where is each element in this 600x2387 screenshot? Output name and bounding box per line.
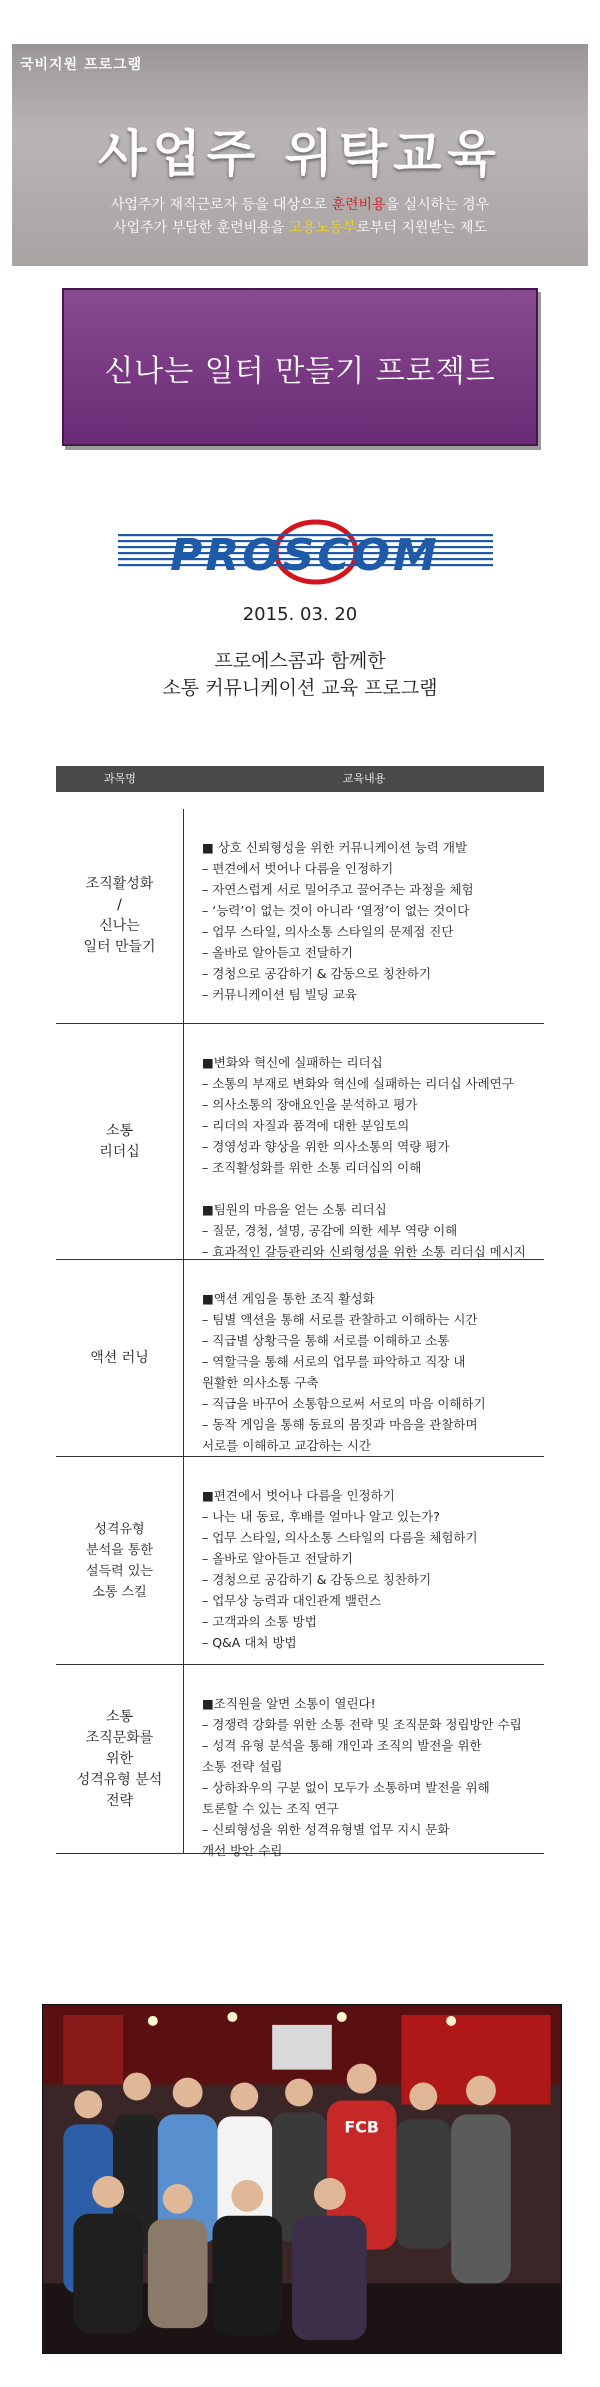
content-line: – 편견에서 벗어나 다름을 인정하기 bbox=[202, 861, 394, 876]
content-line: 개선 방안 수립 bbox=[202, 1843, 283, 1858]
content-line: 토론할 수 있는 조직 연구 bbox=[202, 1801, 339, 1816]
table-header bbox=[56, 766, 544, 792]
header-content: 교육내용 bbox=[342, 772, 386, 785]
content-line: ■ 상호 신뢰형성을 위한 커뮤니케이션 능력 개발 bbox=[202, 840, 468, 855]
content-line: – 경청으로 공감하기 & 감동으로 칭찬하기 bbox=[202, 966, 432, 981]
row-content bbox=[184, 1260, 544, 1456]
content-line: – 경쟁력 강화를 위한 소통 전략 및 조직문화 정립방안 수립 bbox=[202, 1717, 522, 1732]
banner-desc1-a: 사업주가 재직근로자 등을 대상으로 bbox=[110, 197, 332, 213]
row-content bbox=[184, 1024, 544, 1259]
content-line: ■편견에서 벗어나 다름을 인정하기 bbox=[202, 1488, 395, 1503]
content-line: ■팀원의 마음을 얻는 소통 리더십 bbox=[202, 1202, 387, 1217]
jersey-text: FCB bbox=[344, 2117, 379, 2137]
banner-desc1-highlight: 훈련비용 bbox=[331, 197, 386, 213]
content-line bbox=[202, 1178, 544, 1199]
row-category bbox=[56, 809, 184, 1023]
content-line: – 경영성과 향상을 위한 의사소통의 역량 평가 bbox=[202, 1139, 450, 1154]
program-title-box bbox=[62, 288, 538, 446]
content-line: – 소통의 부재로 변화와 혁신에 실패하는 리더십 사례연구 bbox=[202, 1076, 514, 1091]
content-line: 원활한 의사소통 구축 bbox=[202, 1375, 319, 1390]
banner-description bbox=[12, 194, 588, 240]
content-line: – 자연스럽게 서로 밀어주고 끌어주는 과정을 체험 bbox=[202, 882, 474, 897]
table-row bbox=[56, 1260, 544, 1457]
category-line: 리더십 bbox=[99, 1143, 140, 1160]
banner-title: 사업주 위탁교육 bbox=[98, 125, 502, 183]
category-line: 조직문화를 bbox=[85, 1729, 154, 1746]
content-line: – ‘능력’이 없는 것이 아니라 ‘열정’이 없는 것이다 bbox=[202, 903, 470, 918]
row-content bbox=[184, 1457, 544, 1664]
table-spacer bbox=[56, 792, 544, 809]
content-line: ■변화와 혁신에 실패하는 리더십 bbox=[202, 1055, 383, 1070]
row-category bbox=[56, 1665, 184, 1853]
content-line: – 고객과의 소통 방법 bbox=[202, 1614, 317, 1629]
content-line: – 역할극을 통해 서로의 업무를 파악하고 직장 내 bbox=[202, 1354, 466, 1369]
content-line: – 상하좌우의 구분 없이 모두가 소통하며 발전을 위해 bbox=[202, 1780, 490, 1795]
proscom-logo bbox=[118, 516, 493, 590]
subtitle-line-2: 소통 커뮤니케이션 교육 프로그램 bbox=[162, 677, 438, 699]
curriculum-table bbox=[56, 766, 544, 1858]
banner-tag: 국비지원 프로그램 bbox=[20, 57, 143, 73]
hero-banner bbox=[12, 44, 588, 266]
content-line: – 올바로 알아듣고 전달하기 bbox=[202, 945, 353, 960]
content-line: – 의사소통의 장애요인을 분석하고 평가 bbox=[202, 1097, 418, 1112]
header-category: 과목명 bbox=[104, 772, 136, 785]
table-row bbox=[56, 1024, 544, 1260]
category-line: 위한 bbox=[105, 1750, 134, 1767]
content-line: – 질문, 경청, 설명, 공감에 의한 세부 역량 이해 bbox=[202, 1223, 458, 1238]
content-line: – 동작 게임을 통해 동료의 몸짓과 마음을 관찰하며 bbox=[202, 1417, 478, 1432]
content-line: – 업무 스타일, 의사소통 스타일의 다름을 체험하기 bbox=[202, 1530, 478, 1545]
logo-text: PROSCOM bbox=[170, 530, 440, 581]
row-content bbox=[184, 1665, 544, 1858]
content-line: – 리더의 자질과 품격에 대한 분임토의 bbox=[202, 1118, 410, 1133]
content-line: – 경청으로 공감하기 & 감동으로 칭찬하기 bbox=[202, 1572, 432, 1587]
content-line: – 신뢰형성을 위한 성격유형별 업무 지시 문화 bbox=[202, 1822, 450, 1837]
content-line: – 커뮤니케이션 팀 빌딩 교육 bbox=[202, 987, 357, 1002]
banner-desc2-highlight: 고용노동부 bbox=[288, 220, 357, 236]
table-row bbox=[56, 1665, 544, 1858]
row-category bbox=[56, 1457, 184, 1664]
program-subtitle bbox=[0, 648, 600, 702]
category-line: 신나는 bbox=[99, 918, 140, 934]
event-date: 2015. 03. 20 bbox=[242, 604, 358, 625]
content-line: ■액션 게임을 통한 조직 활성화 bbox=[202, 1291, 375, 1306]
category-line: 성격유형 분석 bbox=[76, 1771, 163, 1788]
content-line: – 올바로 알아듣고 전달하기 bbox=[202, 1551, 353, 1566]
category-line: 전략 bbox=[105, 1792, 134, 1809]
table-body bbox=[56, 809, 544, 1858]
content-line: – 직급별 상황극을 통해 서로를 이해하고 소통 bbox=[202, 1333, 450, 1348]
category-line: 성격유형 bbox=[94, 1521, 145, 1537]
row-category bbox=[56, 1260, 184, 1456]
table-row bbox=[56, 809, 544, 1024]
content-line: – Q&A 대처 방법 bbox=[202, 1635, 297, 1650]
content-line: ■조직원을 알면 소통이 열린다! bbox=[202, 1696, 376, 1711]
subtitle-line-1: 프로에스콤과 함께한 bbox=[214, 650, 386, 672]
category-line: 일터 만들기 bbox=[83, 939, 156, 955]
row-content bbox=[184, 809, 544, 1023]
table-row bbox=[56, 1457, 544, 1665]
content-line: – 업무 스타일, 의사소통 스타일의 문제점 진단 bbox=[202, 924, 454, 939]
group-photo bbox=[42, 2004, 562, 2354]
category-line: / bbox=[117, 897, 122, 913]
banner-desc1-b: 을 실시하는 경우 bbox=[385, 197, 490, 213]
content-line: – 업무상 능력과 대인관계 밸런스 bbox=[202, 1593, 382, 1608]
category-line: 소통 스킬 bbox=[92, 1584, 147, 1600]
row-category bbox=[56, 1024, 184, 1259]
program-title: 신나는 일터 만들기 프로젝트 bbox=[104, 354, 496, 389]
content-line: 서로를 이해하고 교감하는 시간 bbox=[202, 1438, 371, 1453]
category-line: 액션 러닝 bbox=[90, 1349, 149, 1366]
category-line: 분석을 통한 bbox=[86, 1542, 153, 1558]
content-line: 소통 전략 설립 bbox=[202, 1759, 283, 1774]
content-line: – 성격 유형 분석을 통해 개인과 조직의 발전을 위한 bbox=[202, 1738, 482, 1753]
category-line: 조직활성화 bbox=[85, 876, 154, 892]
category-line: 설득력 있는 bbox=[86, 1563, 153, 1579]
content-line: – 나는 내 동료, 후배를 얼마나 알고 있는가? bbox=[202, 1509, 440, 1524]
banner-desc2-b: 로부터 지원받는 제도 bbox=[356, 220, 487, 236]
content-line: – 직급을 바꾸어 소통함으로써 서로의 마음 이해하기 bbox=[202, 1396, 486, 1411]
category-line: 소통 bbox=[105, 1708, 134, 1725]
content-line: – 효과적인 갈등관리와 신뢰형성을 위한 소통 리더십 메시지 bbox=[202, 1244, 526, 1259]
banner-desc2-a: 사업주가 부담한 훈련비용을 bbox=[113, 220, 289, 236]
category-line: 소통 bbox=[105, 1122, 134, 1139]
content-line: – 팀별 액션을 통해 서로를 관찰하고 이해하는 시간 bbox=[202, 1312, 478, 1327]
content-line: – 조직활성화를 위한 소통 리더십의 이해 bbox=[202, 1160, 422, 1175]
